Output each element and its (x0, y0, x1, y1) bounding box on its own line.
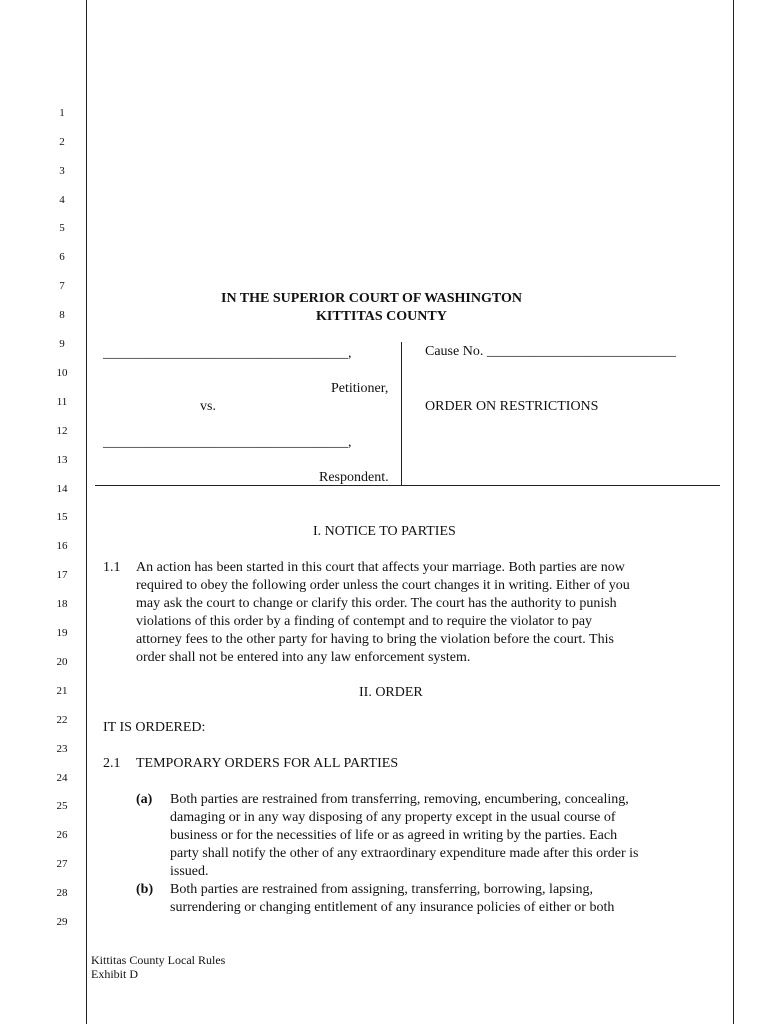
line-number: 6 (59, 251, 65, 263)
line-number: 16 (56, 540, 68, 552)
line-number: 3 (59, 165, 65, 177)
court-name: IN THE SUPERIOR COURT OF WASHINGTON (221, 291, 522, 306)
paragraph-line: Both parties are restrained from assigning, transferring, borrowing, lapsing, (170, 882, 594, 897)
paragraph-line: attorney fees to the other party for having to bring the violation before the court. This (136, 632, 614, 647)
paragraph-title: TEMPORARY ORDERS FOR ALL PARTIES (136, 756, 399, 771)
item-label-a: (a) (136, 792, 153, 807)
item-label-b: (b) (136, 882, 154, 897)
paragraph-line: An action has been started in this court that affects your marriage. Both parties are now (136, 560, 625, 575)
line-number: 18 (56, 598, 68, 610)
line-number: 4 (59, 194, 65, 206)
paragraph-line: violations of this order by a finding of contempt and to require the violator to pay (136, 614, 593, 629)
line-number: 23 (56, 743, 68, 755)
paragraph-number: 2.1 (103, 756, 121, 771)
paragraph-line: required to obey the following order unless the court changes it in writing. Either of you (136, 578, 630, 593)
line-number: 26 (56, 829, 68, 841)
footer-exhibit: Exhibit D (91, 967, 138, 981)
line-number: 24 (56, 772, 68, 784)
section-heading-order: II. ORDER (359, 685, 423, 700)
paragraph-line: surrendering or changing entitlement of any insurance policies of either or both (170, 900, 615, 915)
right-margin-rule (733, 0, 734, 1024)
line-number: 21 (56, 685, 68, 697)
paragraph-line: damaging or in any way disposing of any property except in the usual course of (170, 810, 616, 825)
line-number: 9 (59, 338, 65, 350)
line-number: 27 (56, 858, 68, 870)
line-number: 11 (56, 396, 68, 408)
it-is-ordered: IT IS ORDERED: (103, 720, 206, 735)
line-number: 8 (59, 309, 65, 321)
caption-divider-vertical (401, 342, 402, 486)
line-number: 22 (56, 714, 68, 726)
paragraph-line: Both parties are restrained from transferring, removing, encumbering, concealing, (170, 792, 629, 807)
respondent-name-blank: ___________________________________, (103, 435, 352, 450)
paragraph-line: may ask the court to change or clarify this order. The court has the authority to punish (136, 596, 617, 611)
line-number: 15 (56, 511, 68, 523)
item-b-paragraph (170, 881, 614, 917)
petitioner-name-blank: ___________________________________, (103, 346, 352, 361)
paragraph-line: order shall not be entered into any law enforcement system. (136, 650, 471, 665)
versus-label: vs. (200, 399, 216, 414)
line-number: 7 (59, 280, 65, 292)
line-number: 5 (59, 222, 65, 234)
line-number: 25 (56, 800, 68, 812)
notice-paragraph (136, 559, 630, 667)
line-number: 1 (59, 107, 65, 119)
line-number: 14 (56, 483, 68, 495)
footer-rules: Kittitas County Local Rules (91, 953, 226, 967)
line-number: 2 (59, 136, 65, 148)
left-margin-rule (86, 0, 87, 1024)
line-number: 20 (56, 656, 68, 668)
line-number: 17 (56, 569, 68, 581)
line-number: 29 (56, 916, 68, 928)
caption-divider-horizontal (95, 485, 720, 486)
cause-number-field: Cause No. ___________________________ (425, 344, 676, 359)
line-number: 12 (56, 425, 68, 437)
county-name: KITTITAS COUNTY (316, 309, 447, 324)
line-number: 13 (56, 454, 68, 466)
item-a-paragraph (170, 791, 638, 881)
line-number: 28 (56, 887, 68, 899)
line-number: 19 (56, 627, 68, 639)
paragraph-number: 1.1 (103, 560, 121, 575)
document-title: ORDER ON RESTRICTIONS (425, 399, 599, 414)
petitioner-label: Petitioner, (331, 381, 389, 396)
line-number: 10 (56, 367, 68, 379)
paragraph-line: party shall notify the other of any extraordinary expenditure made after this order is (170, 846, 639, 861)
paragraph-line: issued. (170, 864, 209, 879)
paragraph-line: business or for the necessities of life or as agreed in writing by the parties. Each (170, 828, 618, 843)
section-heading-notice: I. NOTICE TO PARTIES (313, 524, 456, 539)
respondent-label: Respondent. (319, 470, 389, 485)
